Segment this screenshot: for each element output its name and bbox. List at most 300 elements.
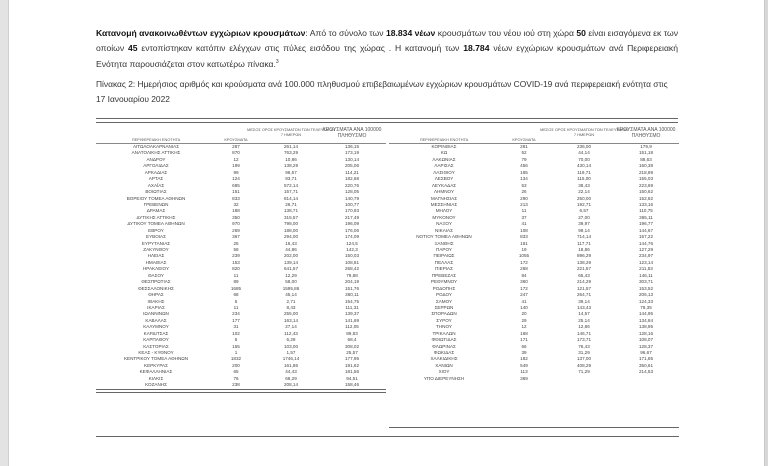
cases-value: 113 [520, 369, 528, 375]
region-name: ΑΝΑΤΟΛΙΚΗΣ ΑΤΤΙΚΗΣ [131, 150, 181, 156]
avg7-value: 157,71 [283, 189, 299, 195]
region-name: ΠΕΙΡΑΙΩΣ [433, 253, 455, 259]
avg7-value: 14,57 [578, 311, 590, 317]
per100k-value: 108,07 [638, 337, 654, 343]
per100k-value: 160,38 [638, 163, 654, 169]
region-name: ΧΑΝΙΩΝ [435, 362, 453, 368]
per100k-value: 205,06 [344, 163, 360, 169]
cases-value: 199 [232, 163, 240, 169]
avg7-value: 58,00 [285, 279, 297, 285]
region-name: ΣΕΡΡΩΝ [434, 304, 454, 310]
per100k-value: 96,67 [640, 350, 652, 355]
avg7-value: 27,00 [578, 214, 590, 220]
col-header-avg7: ΜΕΣΟΣ ΟΡΟΣ ΚΡΟΥΣΜΑΤΩΝ ΤΩΝ ΤΕΛΕΥΤΑΙΩΝ 7 ΗΜΕΡΩΝ [247, 127, 335, 137]
region-name: ΙΩΑΝΝΙΝΩΝ [143, 311, 169, 317]
region-name: ΡΟΔΟΥ [435, 292, 452, 298]
per100k-value: 204,19 [344, 279, 360, 285]
cases-value: 247 [520, 292, 528, 298]
region-name: ΚΙΛΚΙΣ [148, 375, 164, 381]
per100k-value: 79,88 [346, 272, 358, 278]
per100k-value: 268,42 [344, 266, 360, 272]
avg7-value: 2,71 [286, 298, 296, 304]
region-name: ΕΥΒΟΙΑΣ [146, 234, 166, 240]
avg7-value: 65,43 [578, 272, 590, 278]
cases-value: 19 [521, 247, 527, 252]
avg7-value: 1,57 [286, 350, 296, 355]
per100k-value: 154,75 [344, 298, 360, 304]
cases-value: 367 [232, 234, 240, 240]
cases-value: 820 [232, 266, 240, 272]
region-table-left [96, 127, 386, 389]
avg7-value: 6,29 [286, 337, 296, 343]
cases-value: 39 [521, 350, 527, 355]
region-name: ΣΠΟΡΑΔΩΝ [431, 311, 457, 317]
avg7-value: 38,43 [578, 182, 590, 188]
per100k-value: 111,31 [345, 304, 359, 310]
left-table-bottom-rule-2 [96, 392, 386, 393]
region-name: ΛΕΥΚΑΔΑΣ [431, 182, 457, 188]
intro-imported: 50 [576, 28, 586, 38]
avg7-value: 714,14 [576, 234, 592, 240]
avg7-value: 16,43 [285, 240, 297, 246]
avg7-value: 896,29 [576, 253, 592, 259]
cases-value: 76 [233, 375, 239, 381]
region-name: ΦΛΩΡΙΝΑΣ [432, 343, 456, 349]
left-header-rule [96, 143, 386, 144]
viewer-left-edge [0, 0, 9, 466]
cases-value: 155 [232, 343, 240, 349]
per100k-value: 152,82 [638, 195, 654, 201]
per100k-value: 140,79 [344, 195, 360, 201]
per100k-value: 365,11 [639, 214, 653, 220]
avg7-value: 12,86 [578, 324, 590, 330]
cases-value: 32 [233, 201, 239, 207]
region-name: ΘΕΣΠΡΩΤΙΑΣ [141, 279, 171, 285]
per100k-value: 150,03 [344, 253, 360, 259]
cases-value: 84 [521, 272, 527, 278]
avg7-value: 68,29 [285, 375, 297, 381]
avg7-value: 44,86 [285, 247, 297, 252]
per100k-value: 110,75 [639, 208, 653, 214]
table-header [96, 127, 386, 144]
per100k-value: 142,3 [346, 247, 358, 252]
per100k-value: 223,69 [638, 182, 654, 188]
per100k-value: 174,09 [344, 234, 360, 240]
intro-total-new: 18.834 νέων [385, 28, 436, 38]
region-name: ΑΡΚΑΔΙΑΣ [144, 169, 168, 175]
avg7-value: 25,14 [578, 317, 590, 323]
intro-border-detected: 45 [128, 42, 138, 53]
avg7-value: 188,00 [283, 227, 299, 233]
avg7-value: 1595,86 [282, 285, 300, 291]
cases-value: 140 [520, 304, 528, 310]
per100k-value: 151,18 [638, 150, 654, 156]
region-name: ΣΑΜΟΥ [435, 298, 453, 304]
right-table-bottom-rule [389, 427, 679, 428]
region-name: ΝΑΞΟΥ [436, 221, 452, 227]
avg7-value: 44,14 [578, 150, 590, 156]
region-name: ΒΟΙΩΤΙΑΣ [145, 189, 167, 195]
cases-value: 290 [520, 195, 528, 201]
cases-value: 53 [521, 182, 527, 188]
region-name: ΚΑΡΔΙΤΣΑΣ [143, 330, 169, 336]
region-name: ΗΜΑΘΙΑΣ [145, 259, 167, 265]
intro-heading: Κατανομή ανακοινωθέντων εγχώριων κρουσμάτων [96, 28, 306, 38]
avg7-value: 8,43 [286, 304, 296, 310]
region-name: ΘΗΡΑΣ [148, 292, 164, 298]
per100k-value: 139,37 [344, 311, 360, 317]
per100k-value: 220,76 [344, 182, 360, 188]
region-name: ΚΑΛΥΜΝΟΥ [143, 324, 169, 330]
per100k-value: 176,06 [344, 227, 360, 233]
col-header-region: ΠΕΡΙΦΕΡΕΙΑΚΗ ΕΝΟΤΗΤΑ [131, 137, 181, 142]
per100k-value: 128,16 [638, 330, 654, 336]
cases-value: 238 [232, 382, 240, 388]
region-name: ΛΑΡΙΣΑΣ [434, 163, 454, 169]
per100k-value: 206,13 [638, 292, 654, 298]
region-name: ΜΑΓΝΗΣΙΑΣ [430, 195, 458, 201]
region-name: ΗΛΕΙΑΣ [147, 253, 165, 259]
cases-value: 52 [521, 150, 527, 156]
avg7-value: 44,43 [285, 369, 297, 375]
cases-value: 833 [232, 195, 240, 201]
table-body [389, 144, 689, 382]
avg7-value: 430,14 [576, 163, 592, 169]
per100k-value: 127,29 [638, 247, 654, 252]
region-name: ΥΠΟ ΔΙΕΡΕΥΝΗΣΗ [423, 375, 465, 381]
region-table-right [389, 127, 689, 382]
per100k-value: 196,77 [638, 221, 654, 227]
per100k-value: 141,69 [344, 317, 360, 323]
per100k-value: 234,97 [638, 253, 654, 259]
cases-value: 41 [521, 221, 527, 227]
cases-value: 20 [521, 311, 527, 317]
avg7-value: 192,71 [576, 201, 592, 207]
region-name: ΡΕΘΥΜΝΟΥ [430, 279, 458, 285]
cases-value: 25 [233, 240, 239, 246]
cases-value: 1 [234, 350, 238, 355]
cases-value: 200 [232, 362, 240, 368]
avg7-value: 202,00 [283, 253, 299, 259]
avg7-value: 408,29 [576, 362, 592, 368]
per100k-value: 360,11 [345, 292, 359, 298]
region-name: ΜΕΣΣΗΝΙΑΣ [430, 201, 458, 207]
per100k-value: 130,14 [344, 156, 360, 162]
region-name: ΚΟΡΙΝΘΙΑΣ [431, 144, 457, 149]
avg7-value: 261,14 [283, 144, 299, 149]
per100k-value: 191,62 [344, 362, 360, 368]
region-name: ΔΡΑΜΑΣ [146, 208, 166, 214]
cases-value: 99 [233, 169, 239, 175]
cases-value: 269 [232, 227, 240, 233]
cases-value: 134 [520, 176, 528, 182]
avg7-value: 641,57 [283, 266, 299, 272]
avg7-value: 264,71 [576, 292, 592, 298]
per100k-value: 211,53 [639, 266, 653, 272]
table-body [96, 144, 386, 389]
avg7-value: 236,00 [576, 144, 592, 149]
cases-value: 108 [520, 227, 528, 233]
cases-value: 5 [234, 337, 238, 343]
avg7-value: 221,57 [576, 266, 592, 272]
region-name: ΚΕΑΣ - ΚΥΘΝΟΥ [138, 350, 174, 355]
region-name: ΠΡΕΒΕΖΑΣ [431, 272, 457, 278]
avg7-value: 143,43 [576, 304, 592, 310]
region-name: ΠΑΡΟΥ [436, 247, 452, 252]
cases-value: 970 [232, 221, 240, 227]
col-header-cases: ΚΡΟΥΣΜΑΤΑ [224, 137, 248, 142]
avg7-value: 315,57 [283, 214, 299, 220]
cases-value: 685 [232, 182, 240, 188]
intro-text: εντοπίστηκαν κατόπιν ελέγχων στις πύλες εισόδου της χώρας . Η κατανομή των [137, 42, 464, 53]
cases-value: 41 [521, 298, 527, 304]
cases-value: 239 [232, 253, 240, 259]
cases-value: 870 [232, 150, 240, 156]
region-name: ΣΥΡΟΥ [436, 317, 452, 323]
per100k-value: 114,21 [345, 169, 359, 175]
intro-domestic: 18.784 [463, 42, 490, 53]
region-name: ΚΟΖΑΝΗΣ [145, 382, 167, 388]
region-name: ΝΟΤΙΟΥ ΤΟΜΕΑ ΑΘΗΝΩΝ [416, 234, 472, 240]
cases-value: 188 [232, 208, 240, 214]
per100k-value: 128,05 [344, 189, 360, 195]
caption-rule-bottom [96, 122, 678, 123]
per100k-value: 182,68 [344, 176, 360, 182]
region-name: ΞΑΝΘΗΣ [434, 240, 454, 246]
per100k-value: 181,56 [344, 369, 360, 375]
avg7-value: 798,00 [283, 221, 299, 227]
avg7-value: 250,00 [576, 195, 592, 201]
avg7-value: 208,14 [283, 382, 299, 388]
avg7-value: 121,57 [576, 285, 592, 291]
region-name: ΔΥΤΙΚΟΥ ΤΟΜΕΑ ΑΘΗΝΩΝ [127, 221, 185, 227]
avg7-value: 138,29 [576, 259, 592, 265]
avg7-value: 814,14 [283, 195, 299, 201]
avg7-value: 27,14 [285, 324, 297, 330]
cases-value: 360 [520, 279, 528, 285]
per100k-value: 196,09 [344, 221, 360, 227]
table-end-rule [96, 436, 679, 437]
avg7-value: 119,71 [577, 169, 591, 175]
region-name: ΚΑΣΤΟΡΙΑΣ [143, 343, 169, 349]
per100k-value: 144,76 [638, 240, 654, 246]
region-name: ΑΡΓΟΛΙΔΑΣ [143, 163, 169, 169]
per100k-value: 25,57 [346, 350, 358, 355]
cases-value: 287 [232, 144, 240, 149]
cases-value: 350 [232, 214, 240, 220]
viewer-scrollbar[interactable] [764, 0, 768, 466]
footnote-ref[interactable]: 3 [275, 59, 279, 66]
avg7-value: 70,00 [578, 156, 590, 162]
region-name: ΘΑΣΟΥ [148, 272, 164, 278]
avg7-value: 12,29 [285, 272, 297, 278]
per100k-value: 136,15 [344, 144, 360, 149]
cases-value: 833 [520, 234, 528, 240]
per100k-value: 146,11 [639, 272, 653, 278]
avg7-value: 214,29 [576, 279, 592, 285]
region-name: ΛΑΚΩΝΙΑΣ [432, 156, 456, 162]
region-name: ΜΥΚΟΝΟΥ [432, 214, 456, 220]
region-name: ΚΕΝΤΡΙΚΟΥ ΤΟΜΕΑ ΑΘΗΝΩΝ [123, 356, 189, 362]
per100k-value: 123,14 [638, 259, 654, 265]
per100k-value: 214,53 [638, 369, 654, 375]
region-name: ΦΩΚΙΔΑΣ [433, 350, 455, 355]
cases-value: 268 [520, 266, 528, 272]
region-name: ΕΥΡΥΤΑΝΙΑΣ [141, 240, 171, 246]
table-header [389, 127, 689, 144]
avg7-value: 6,57 [579, 208, 589, 214]
region-name: ΛΑΣΙΘΙΟΥ [433, 169, 455, 175]
avg7-value: 96,57 [285, 169, 297, 175]
caption-rule-top [96, 118, 678, 119]
avg7-value: 10,86 [285, 156, 297, 162]
cases-value: 68 [233, 292, 239, 298]
per100k-value: 144,67 [638, 227, 654, 233]
avg7-value: 255,00 [283, 311, 299, 317]
avg7-value: 137,00 [576, 356, 592, 362]
cases-value: 37 [521, 214, 527, 220]
region-name: ΓΡΕΒΕΝΩΝ [143, 201, 169, 207]
avg7-value: 71,29 [578, 369, 590, 375]
region-name: ΦΘΙΩΤΙΔΑΣ [431, 337, 457, 343]
intro-text: είναι εισαγόμενα εκ των οποίων [96, 28, 678, 53]
avg7-value: 139,14 [283, 259, 299, 265]
avg7-value: 103,00 [283, 343, 299, 349]
avg7-value: 112,43 [284, 330, 298, 336]
intro-text: κρουσμάτων του νέου ιού στη χώρα [435, 28, 577, 38]
cases-value: 11 [233, 304, 239, 310]
avg7-value: 39,14 [578, 298, 590, 304]
col-header-per100k: ΚΡΟΥΣΜΑΤΑ ΑΝΑ 100000 ΠΛΗΘΥΣΜΟ [616, 127, 676, 139]
region-name: ΠΕΛΛΑΣ [434, 259, 454, 265]
region-name: ΛΕΣΒΟΥ [434, 176, 454, 182]
avg7-value: 39,97 [578, 221, 590, 227]
cases-value: 11 [521, 208, 527, 214]
cases-value: 369 [520, 375, 528, 381]
cases-value: 11 [233, 272, 239, 278]
cases-value: 168 [520, 330, 528, 336]
cases-value: 213 [520, 201, 528, 207]
per100k-value: 151,76 [344, 285, 360, 291]
per100k-value: 94,51 [346, 375, 358, 381]
avg7-value: 163,14 [283, 317, 299, 323]
per100k-value: 155,03 [638, 176, 654, 182]
region-name: ΙΘΑΚΗΣ [147, 298, 165, 304]
region-name: ΜΗΛΟΥ [435, 208, 453, 214]
per100k-value: 108,81 [344, 259, 360, 265]
avg7-value: 76,43 [578, 343, 590, 349]
cases-value: 124 [232, 176, 240, 182]
region-name: ΔΥΤΙΚΗΣ ΑΤΤΙΚΗΣ [136, 214, 176, 220]
cases-value: 151 [232, 189, 240, 195]
region-name: ΚΕΦΑΛΛΗΝΙΑΣ [139, 369, 173, 375]
avg7-value: 763,29 [283, 150, 299, 156]
per100k-value: 89,83 [346, 330, 358, 336]
region-name: ΚΩ [440, 150, 448, 156]
right-header-rule [389, 143, 679, 144]
cases-value: 172 [520, 285, 528, 291]
cases-value: 1832 [230, 356, 242, 362]
avg7-value: 294,00 [283, 234, 299, 240]
col-header-region: ΠΕΡΙΦΕΡΕΙΑΚΗ ΕΝΟΤΗΤΑ [419, 137, 469, 142]
per100k-value: 218,89 [638, 169, 654, 175]
region-name: ΚΑΡΠΑΘΟΥ [143, 337, 169, 343]
cases-value: 29 [521, 317, 527, 323]
per100k-value: 124,5 [346, 240, 358, 246]
per100k-value: 173,19 [344, 150, 360, 156]
col-header-per100k: ΚΡΟΥΣΜΑΤΑ ΑΝΑ 100000 ΠΛΗΘΥΣΜΟ [322, 127, 382, 139]
avg7-value: 138,71 [283, 208, 299, 214]
per100k-value: 170,93 [344, 208, 360, 214]
per100k-value: 157,22 [638, 234, 654, 240]
region-name: ΡΟΔΟΠΗΣ [432, 285, 456, 291]
region-name: ΧΑΛΚΙΔΙΚΗΣ [430, 356, 458, 362]
region-name: ΑΙΤΩΛΟΑΚΑΡΝΑΝΙΑΣ [132, 144, 180, 149]
per100k-value: 308,02 [344, 343, 360, 349]
avg7-value: 117,71 [577, 240, 591, 246]
region-name: ΗΡΑΚΛΕΙΟΥ [142, 266, 170, 272]
per100k-value: 112,05 [345, 324, 359, 330]
per100k-value: 350,61 [638, 362, 654, 368]
per100k-value: 303,71 [638, 279, 654, 285]
avg7-value: 146,71 [576, 330, 592, 336]
avg7-value: 572,14 [283, 182, 299, 188]
cases-value: 58 [233, 247, 239, 252]
avg7-value: 22,14 [578, 189, 590, 195]
cases-value: 1685 [230, 285, 242, 291]
region-name: ΠΙΕΡΙΑΣ [435, 266, 453, 272]
region-name: ΙΚΑΡΙΑΣ [147, 304, 165, 310]
cases-value: 182 [520, 356, 528, 362]
per100k-value: 179,9 [640, 144, 652, 149]
intro-text: νέων εγχώριων κρουσμάτων ανά Περιφερειακή Ενότητα παρουσιάζεται στον κατωτέρω πίνακα. [96, 42, 678, 70]
cases-value: 261 [520, 144, 528, 149]
per100k-value: 177,95 [344, 356, 360, 362]
region-name: ΕΒΡΟΥ [148, 227, 164, 233]
avg7-value: 173,71 [576, 337, 592, 343]
avg7-value: 18,86 [578, 247, 590, 252]
cases-value: 161 [520, 240, 528, 246]
per100k-value: 138,95 [638, 324, 654, 330]
per100k-value: 153,52 [638, 285, 654, 291]
per100k-value: 217,49 [344, 214, 360, 220]
avg7-value: 115,00 [577, 176, 591, 182]
region-name: ΖΑΚΥΝΘΟΥ [143, 247, 169, 252]
per100k-value: 150,62 [638, 189, 654, 195]
left-table-bottom-rule [96, 389, 386, 390]
cases-value: 153 [232, 259, 240, 265]
cases-value: 89 [233, 279, 239, 285]
cases-value: 549 [520, 362, 528, 368]
cases-value: 79 [521, 156, 527, 162]
per100k-value: 68,4 [347, 337, 357, 343]
table-row [96, 382, 386, 388]
per100k-value: 88,63 [640, 156, 652, 162]
cases-value: 177 [232, 317, 240, 323]
cases-value: 234 [232, 311, 240, 317]
region-name: ΛΗΜΝΟΥ [433, 189, 455, 195]
region-name: ΤΡΙΚΑΛΩΝ [432, 330, 456, 336]
region-name: ΑΧΑΪΑΣ [147, 182, 165, 188]
region-name: ΧΙΟΥ [438, 369, 450, 375]
per100k-value: 133,16 [638, 201, 654, 207]
avg7-value: 99,14 [578, 227, 590, 233]
intro-text: : Από το σύνολο των [305, 28, 386, 38]
cases-value: 172 [520, 259, 528, 265]
col-header-avg7: ΜΕΣΟΣ ΟΡΟΣ ΚΡΟΥΣΜΑΤΩΝ ΤΩΝ ΤΕΛΕΥΤΑΙΩΝ 7 ΗΜΕΡΩΝ [540, 127, 628, 137]
cases-value: 456 [520, 163, 528, 169]
avg7-value: 161,86 [283, 362, 299, 368]
